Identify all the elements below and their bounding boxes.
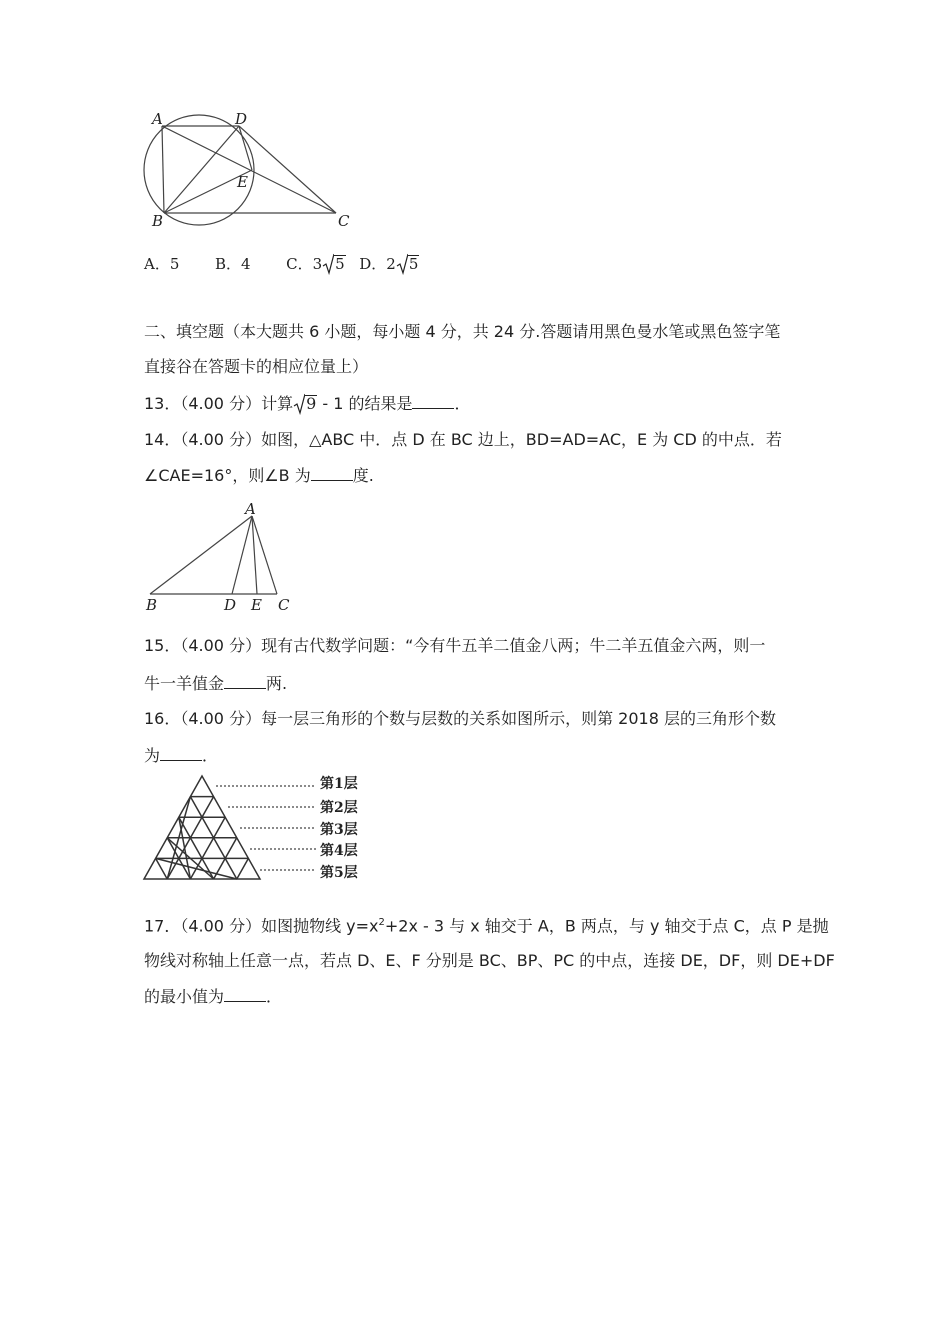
label-e: E	[237, 173, 248, 191]
question-15-line1: 15．（4.00 分）现有古代数学问题：“今有牛五羊二值金八两；牛二羊五值金六两，则一	[144, 636, 766, 655]
sqrt-symbol: 5	[396, 253, 420, 275]
layered-triangle-figure	[140, 772, 380, 884]
choice-c: C．3 5	[286, 255, 345, 273]
answer-blank[interactable]	[311, 466, 353, 481]
label-c: C	[338, 212, 350, 230]
question-17-line1: 17．（4.00 分）如图抛物线 $y=x^2+2x - 3$ 与 x 轴交于 A，B 两点，与 y 轴交于点 C，点 P 是抛	[144, 916, 829, 936]
label-e: E	[251, 596, 262, 614]
choice-b: B．4	[214, 255, 251, 273]
label-b: B	[152, 212, 164, 230]
answer-blank[interactable]	[160, 746, 202, 761]
question-16-line2: 为 ．	[144, 746, 219, 765]
answer-blank[interactable]	[224, 987, 266, 1002]
label-b: B	[146, 596, 158, 614]
question-14-line1: 14．（4.00 分）如图，△ABC 中．点 D 在 BC 边上，BD=AD=AC，E 为 CD 的中点．若	[144, 430, 782, 449]
label-d: D	[224, 596, 237, 614]
label-a: A	[245, 500, 256, 518]
layer-label-3: 第3层	[320, 822, 358, 838]
answer-choices	[144, 253, 419, 275]
circumcircle	[144, 115, 254, 225]
question-16-line1: 16．（4.00 分）每一层三角形的个数与层数的关系如图所示，则第 2018 层的三角形个数	[144, 709, 776, 728]
answer-blank[interactable]	[412, 394, 454, 409]
layer-label-2: 第2层	[320, 800, 358, 816]
question-14-line2: ∠CAE=16°，则∠B 为 度.	[144, 466, 374, 485]
question-17-line2: 物线对称轴上任意一点，若点 D、E、F 分别是 BC、BP、PC 的中点，连接 DE，DF，则 DE+DF	[144, 951, 835, 970]
question-17-line3: 的最小值为 ．	[144, 987, 283, 1006]
sqrt-symbol: 5	[322, 253, 346, 275]
segment-ab	[162, 126, 164, 213]
layer-label-4: 第4层	[320, 843, 358, 859]
layer-label-5: 第5层	[320, 865, 358, 881]
answer-blank[interactable]	[224, 674, 266, 689]
sqrt-symbol: 9	[293, 393, 317, 415]
segment-ad	[232, 516, 252, 594]
question-13: 13．（4.00 分）计算 9 - 1 的结果是 ．	[144, 394, 471, 413]
label-c: C	[278, 596, 290, 614]
segment-ab	[150, 516, 252, 594]
circle-geometry-figure	[140, 110, 360, 232]
triangle-figure	[140, 498, 300, 616]
section-heading-line2: 直接谷在答题卡的相应位量上）	[144, 357, 369, 376]
choice-a: A．5	[144, 255, 180, 273]
label-d: D	[235, 110, 248, 128]
layer-label-1: 第1层	[320, 776, 358, 792]
outer-triangle	[144, 776, 260, 879]
question-15-line2: 牛一羊值金 两.	[144, 674, 288, 693]
segment-bd	[164, 126, 239, 213]
label-a: A	[152, 110, 163, 128]
segment-ac	[162, 126, 336, 213]
choice-d: D．2 5	[359, 255, 419, 273]
section-heading-line1: 二、填空题（本大题共 6 小题，每小题 4 分，共 24 分.答题请用黑色曼水笔或黑色签字笔	[144, 322, 781, 341]
